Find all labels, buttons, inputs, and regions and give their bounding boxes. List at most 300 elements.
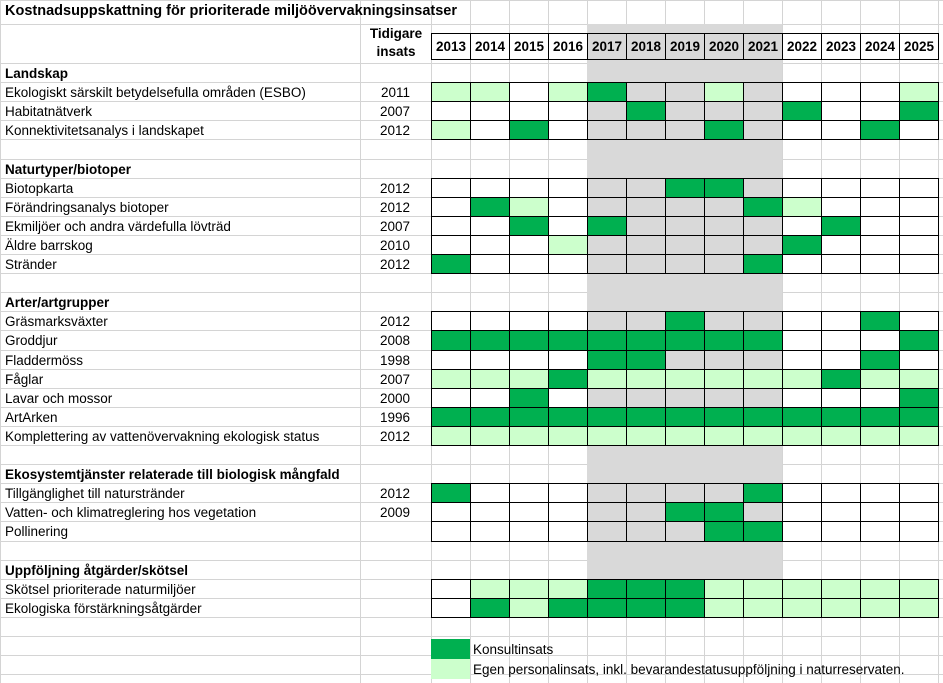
empty-cell xyxy=(704,483,744,503)
empty-cell xyxy=(899,235,939,255)
empty-cell xyxy=(782,82,822,102)
year-label: 2017 xyxy=(591,39,623,54)
previous-effort-year: 2012 xyxy=(379,199,410,215)
empty-cell xyxy=(665,350,705,370)
own-staff-cell xyxy=(470,426,510,446)
empty-cell xyxy=(704,350,744,370)
consult-cell xyxy=(548,369,588,389)
consult-cell xyxy=(509,120,549,140)
empty-cell xyxy=(509,178,549,198)
consult-cell xyxy=(548,598,588,618)
empty-cell xyxy=(821,197,861,217)
consult-cell xyxy=(821,369,861,389)
row-label: Skötsel prioriterade naturmiljöer xyxy=(5,581,196,597)
consult-cell xyxy=(743,407,783,427)
own-staff-cell xyxy=(743,369,783,389)
own-staff-cell xyxy=(665,369,705,389)
section-heading: Uppföljning åtgärder/skötsel xyxy=(5,562,189,578)
year-label: 2014 xyxy=(474,39,506,54)
empty-cell xyxy=(860,388,900,408)
empty-cell xyxy=(782,216,822,236)
year-header-cell xyxy=(509,33,549,60)
empty-cell xyxy=(548,120,588,140)
empty-cell xyxy=(860,521,900,542)
legend-swatch xyxy=(431,659,470,679)
grid-row-line xyxy=(0,655,943,656)
own-staff-cell xyxy=(782,369,822,389)
consult-cell xyxy=(548,330,588,351)
section-heading: Ekosystemtjänster relaterade till biologisk mångfald xyxy=(5,467,340,483)
row-label: Förändringsanalys biotoper xyxy=(5,199,169,215)
empty-cell xyxy=(782,254,822,274)
own-staff-cell xyxy=(509,579,549,599)
empty-cell xyxy=(821,235,861,255)
empty-cell xyxy=(665,521,705,542)
consult-cell xyxy=(899,407,939,427)
year-header-cell xyxy=(743,33,783,60)
consult-cell xyxy=(704,407,744,427)
consult-cell xyxy=(704,120,744,140)
own-staff-cell xyxy=(509,369,549,389)
consult-cell xyxy=(509,330,549,351)
empty-cell xyxy=(782,521,822,542)
empty-cell xyxy=(665,388,705,408)
previous-effort-year: 2007 xyxy=(379,104,410,120)
consult-cell xyxy=(587,407,627,427)
own-staff-cell xyxy=(704,598,744,618)
empty-cell xyxy=(743,101,783,121)
previous-effort-year: 2012 xyxy=(379,123,410,139)
consult-cell xyxy=(782,101,822,121)
own-staff-cell xyxy=(509,197,549,217)
empty-cell xyxy=(548,101,588,121)
own-staff-cell xyxy=(704,426,744,446)
empty-cell xyxy=(509,311,549,331)
consult-cell xyxy=(704,178,744,198)
section-heading: Arter/artgrupper xyxy=(5,295,110,311)
consult-cell xyxy=(587,579,627,599)
empty-cell xyxy=(743,82,783,102)
empty-cell xyxy=(821,330,861,351)
own-staff-cell xyxy=(821,579,861,599)
empty-cell xyxy=(626,216,666,236)
legend-swatch xyxy=(431,639,470,659)
previous-effort-year: 2000 xyxy=(379,390,410,406)
own-staff-cell xyxy=(704,369,744,389)
consult-cell xyxy=(626,350,666,370)
empty-cell xyxy=(860,197,900,217)
consult-cell xyxy=(899,388,939,408)
grid-row-line xyxy=(0,292,943,293)
legend-label: Konsultinsats xyxy=(473,642,554,657)
consult-cell xyxy=(431,330,471,351)
consult-cell xyxy=(509,407,549,427)
previous-effort-year: 1998 xyxy=(379,352,410,368)
consult-cell xyxy=(470,330,510,351)
previous-effort-year: 2012 xyxy=(379,428,410,444)
consult-cell xyxy=(587,330,627,351)
empty-cell xyxy=(743,311,783,331)
empty-cell xyxy=(587,254,627,274)
consult-cell xyxy=(860,311,900,331)
own-staff-cell xyxy=(743,579,783,599)
consult-cell xyxy=(860,120,900,140)
empty-cell xyxy=(743,120,783,140)
empty-cell xyxy=(587,502,627,522)
empty-cell xyxy=(587,483,627,503)
previous-effort-year: 2011 xyxy=(380,85,410,101)
empty-cell xyxy=(899,254,939,274)
grid-row-line xyxy=(0,0,943,1)
previous-effort-year: 2012 xyxy=(379,314,410,330)
empty-cell xyxy=(431,235,471,255)
empty-cell xyxy=(509,101,549,121)
empty-cell xyxy=(860,483,900,503)
row-label: Habitatnätverk xyxy=(5,104,93,120)
own-staff-cell xyxy=(548,579,588,599)
previous-effort-year: 2012 xyxy=(379,486,410,502)
year-label: 2015 xyxy=(513,39,545,54)
empty-cell xyxy=(509,350,549,370)
consult-cell xyxy=(665,311,705,331)
empty-cell xyxy=(431,216,471,236)
own-staff-cell xyxy=(899,426,939,446)
year-label: 2019 xyxy=(669,39,701,54)
empty-cell xyxy=(821,483,861,503)
own-staff-cell xyxy=(899,82,939,102)
consult-cell xyxy=(899,101,939,121)
consult-cell xyxy=(743,521,783,542)
own-staff-cell xyxy=(548,235,588,255)
own-staff-cell xyxy=(860,598,900,618)
empty-cell xyxy=(470,254,510,274)
year-label: 2023 xyxy=(825,39,857,54)
empty-cell xyxy=(665,483,705,503)
empty-cell xyxy=(470,311,510,331)
consult-cell xyxy=(665,502,705,522)
consult-cell xyxy=(665,579,705,599)
year-header-cell xyxy=(665,33,705,60)
empty-cell xyxy=(743,178,783,198)
empty-cell xyxy=(665,254,705,274)
year-label: 2025 xyxy=(903,39,935,54)
year-header-cell xyxy=(782,33,822,60)
empty-cell xyxy=(587,521,627,542)
previous-effort-header-line1: Tidigare xyxy=(369,26,423,41)
year-label: 2022 xyxy=(786,39,818,54)
empty-cell xyxy=(704,101,744,121)
consult-cell xyxy=(743,330,783,351)
empty-cell xyxy=(743,350,783,370)
previous-effort-year: 2012 xyxy=(379,180,410,196)
empty-cell xyxy=(704,235,744,255)
empty-cell xyxy=(548,521,588,542)
empty-cell xyxy=(548,216,588,236)
empty-cell xyxy=(470,235,510,255)
empty-cell xyxy=(899,120,939,140)
empty-cell xyxy=(470,101,510,121)
empty-cell xyxy=(626,235,666,255)
empty-cell xyxy=(431,388,471,408)
own-staff-cell xyxy=(782,197,822,217)
row-label: Stränder xyxy=(5,257,57,272)
empty-cell xyxy=(665,101,705,121)
empty-cell xyxy=(899,483,939,503)
empty-cell xyxy=(470,120,510,140)
year-header-cell xyxy=(821,33,861,60)
consult-cell xyxy=(626,598,666,618)
row-label: Komplettering av vattenövervakning ekologisk status xyxy=(5,428,320,444)
consult-cell xyxy=(626,579,666,599)
empty-cell xyxy=(509,235,549,255)
empty-cell xyxy=(860,254,900,274)
empty-cell xyxy=(782,178,822,198)
grid-row-line xyxy=(0,159,943,160)
row-label: Äldre barrskog xyxy=(5,237,93,253)
consult-cell xyxy=(665,178,705,198)
own-staff-cell xyxy=(860,369,900,389)
grid-row-line xyxy=(0,24,943,25)
consult-cell xyxy=(470,598,510,618)
empty-cell xyxy=(665,235,705,255)
empty-cell xyxy=(548,254,588,274)
consult-cell xyxy=(821,216,861,236)
consult-cell xyxy=(665,330,705,351)
grid-row-line xyxy=(0,63,943,64)
empty-cell xyxy=(821,120,861,140)
empty-cell xyxy=(626,483,666,503)
consult-cell xyxy=(470,407,510,427)
empty-cell xyxy=(626,120,666,140)
empty-cell xyxy=(743,502,783,522)
empty-cell xyxy=(548,483,588,503)
empty-cell xyxy=(821,82,861,102)
year-label: 2021 xyxy=(747,39,779,54)
row-label: Groddjur xyxy=(5,333,58,349)
own-staff-cell xyxy=(548,82,588,102)
own-staff-cell xyxy=(431,120,471,140)
empty-cell xyxy=(509,82,549,102)
consult-cell xyxy=(821,407,861,427)
empty-cell xyxy=(899,311,939,331)
own-staff-cell xyxy=(899,579,939,599)
empty-cell xyxy=(665,216,705,236)
consult-cell xyxy=(704,521,744,542)
empty-cell xyxy=(899,502,939,522)
consult-cell xyxy=(431,407,471,427)
previous-effort-year: 2007 xyxy=(379,371,410,387)
empty-cell xyxy=(743,235,783,255)
row-label: Biotopkarta xyxy=(5,180,74,196)
own-staff-cell xyxy=(548,426,588,446)
row-label: Gräsmarksväxter xyxy=(5,314,108,330)
empty-cell xyxy=(782,502,822,522)
empty-cell xyxy=(782,330,822,351)
own-staff-cell xyxy=(860,579,900,599)
empty-cell xyxy=(704,216,744,236)
empty-cell xyxy=(782,311,822,331)
own-staff-cell xyxy=(587,369,627,389)
empty-cell xyxy=(548,388,588,408)
year-header-cell xyxy=(548,33,588,60)
consult-cell xyxy=(587,598,627,618)
own-staff-cell xyxy=(782,426,822,446)
empty-cell xyxy=(860,101,900,121)
year-header-cell xyxy=(899,33,939,60)
previous-effort-year: 2012 xyxy=(379,257,410,272)
year-label: 2020 xyxy=(708,39,740,54)
empty-cell xyxy=(587,101,627,121)
empty-cell xyxy=(626,521,666,542)
consult-cell xyxy=(743,254,783,274)
empty-cell xyxy=(626,502,666,522)
empty-cell xyxy=(470,178,510,198)
empty-cell xyxy=(431,178,471,198)
own-staff-cell xyxy=(470,82,510,102)
empty-cell xyxy=(782,388,822,408)
row-label: Lavar och mossor xyxy=(5,390,113,406)
empty-cell xyxy=(548,502,588,522)
consult-cell xyxy=(704,330,744,351)
empty-cell xyxy=(431,521,471,542)
empty-cell xyxy=(821,311,861,331)
empty-cell xyxy=(470,350,510,370)
own-staff-cell xyxy=(626,426,666,446)
empty-cell xyxy=(431,197,471,217)
empty-cell xyxy=(899,521,939,542)
legend-label: Egen personalinsats, inkl. bevarandestatusuppföljning i naturreservaten. xyxy=(473,662,905,677)
empty-cell xyxy=(860,502,900,522)
consult-cell xyxy=(548,407,588,427)
consult-cell xyxy=(431,254,471,274)
row-label: Vatten- och klimatreglering hos vegetation xyxy=(5,505,257,521)
own-staff-cell xyxy=(782,579,822,599)
empty-cell xyxy=(860,330,900,351)
consult-cell xyxy=(509,216,549,236)
own-staff-cell xyxy=(743,426,783,446)
empty-cell xyxy=(626,197,666,217)
year-label: 2013 xyxy=(435,39,467,54)
own-staff-cell xyxy=(743,598,783,618)
consult-cell xyxy=(743,197,783,217)
empty-cell xyxy=(587,197,627,217)
row-label: Ekmiljöer och andra värdefulla lövträd xyxy=(5,218,231,234)
previous-effort-header-line2: insats xyxy=(376,44,416,59)
empty-cell xyxy=(665,197,705,217)
empty-cell xyxy=(587,178,627,198)
empty-cell xyxy=(587,235,627,255)
previous-effort-year: 2010 xyxy=(379,237,410,253)
row-label: Fåglar xyxy=(5,371,44,387)
empty-cell xyxy=(509,254,549,274)
row-label: Tillgänglighet till naturstränder xyxy=(5,486,185,502)
empty-cell xyxy=(821,502,861,522)
empty-cell xyxy=(821,101,861,121)
year-header-cell xyxy=(626,33,666,60)
year-header-cell xyxy=(431,33,471,60)
own-staff-cell xyxy=(782,598,822,618)
own-staff-cell xyxy=(431,426,471,446)
empty-cell xyxy=(704,197,744,217)
empty-cell xyxy=(860,82,900,102)
section-heading: Naturtyper/biotoper xyxy=(5,161,132,177)
consult-cell xyxy=(470,197,510,217)
own-staff-cell xyxy=(821,426,861,446)
empty-cell xyxy=(626,82,666,102)
own-staff-cell xyxy=(860,426,900,446)
empty-cell xyxy=(899,178,939,198)
empty-cell xyxy=(509,483,549,503)
own-staff-cell xyxy=(704,82,744,102)
empty-cell xyxy=(470,216,510,236)
empty-cell xyxy=(587,311,627,331)
previous-effort-year: 2009 xyxy=(379,505,410,521)
consult-cell xyxy=(782,407,822,427)
empty-cell xyxy=(548,178,588,198)
empty-cell xyxy=(431,598,471,618)
row-label: Ekologiska förstärkningsåtgärder xyxy=(5,600,202,616)
own-staff-cell xyxy=(587,426,627,446)
own-staff-cell xyxy=(899,598,939,618)
empty-cell xyxy=(431,350,471,370)
row-label: Ekologiskt särskilt betydelsefulla områden (ESBO) xyxy=(5,85,306,101)
empty-cell xyxy=(509,521,549,542)
consult-cell xyxy=(860,407,900,427)
consult-cell xyxy=(899,330,939,351)
previous-effort-year: 1996 xyxy=(379,409,410,425)
own-staff-cell xyxy=(899,369,939,389)
consult-cell xyxy=(860,350,900,370)
empty-cell xyxy=(470,521,510,542)
own-staff-cell xyxy=(509,598,549,618)
year-header-cell xyxy=(860,33,900,60)
empty-cell xyxy=(665,120,705,140)
consult-cell xyxy=(665,598,705,618)
year-header-cell xyxy=(704,33,744,60)
empty-cell xyxy=(782,120,822,140)
row-label: Konnektivitetsanalys i landskapet xyxy=(5,123,204,139)
empty-cell xyxy=(899,350,939,370)
empty-cell xyxy=(587,120,627,140)
empty-cell xyxy=(587,388,627,408)
empty-cell xyxy=(626,178,666,198)
consult-cell xyxy=(587,216,627,236)
empty-cell xyxy=(431,579,471,599)
empty-cell xyxy=(470,388,510,408)
empty-cell xyxy=(431,311,471,331)
empty-cell xyxy=(821,350,861,370)
grid-row-line xyxy=(0,636,943,637)
consult-cell xyxy=(665,407,705,427)
empty-cell xyxy=(860,216,900,236)
previous-effort-year: 2008 xyxy=(379,333,410,349)
empty-cell xyxy=(743,216,783,236)
consult-cell xyxy=(587,82,627,102)
empty-cell xyxy=(821,521,861,542)
empty-cell xyxy=(431,101,471,121)
consult-cell xyxy=(626,330,666,351)
empty-cell xyxy=(548,197,588,217)
consult-cell xyxy=(704,502,744,522)
previous-effort-year: 2007 xyxy=(379,218,410,234)
empty-cell xyxy=(743,388,783,408)
own-staff-cell xyxy=(665,426,705,446)
empty-cell xyxy=(704,388,744,408)
empty-cell xyxy=(704,311,744,331)
year-header-cell xyxy=(587,33,627,60)
empty-cell xyxy=(431,502,471,522)
empty-cell xyxy=(782,350,822,370)
